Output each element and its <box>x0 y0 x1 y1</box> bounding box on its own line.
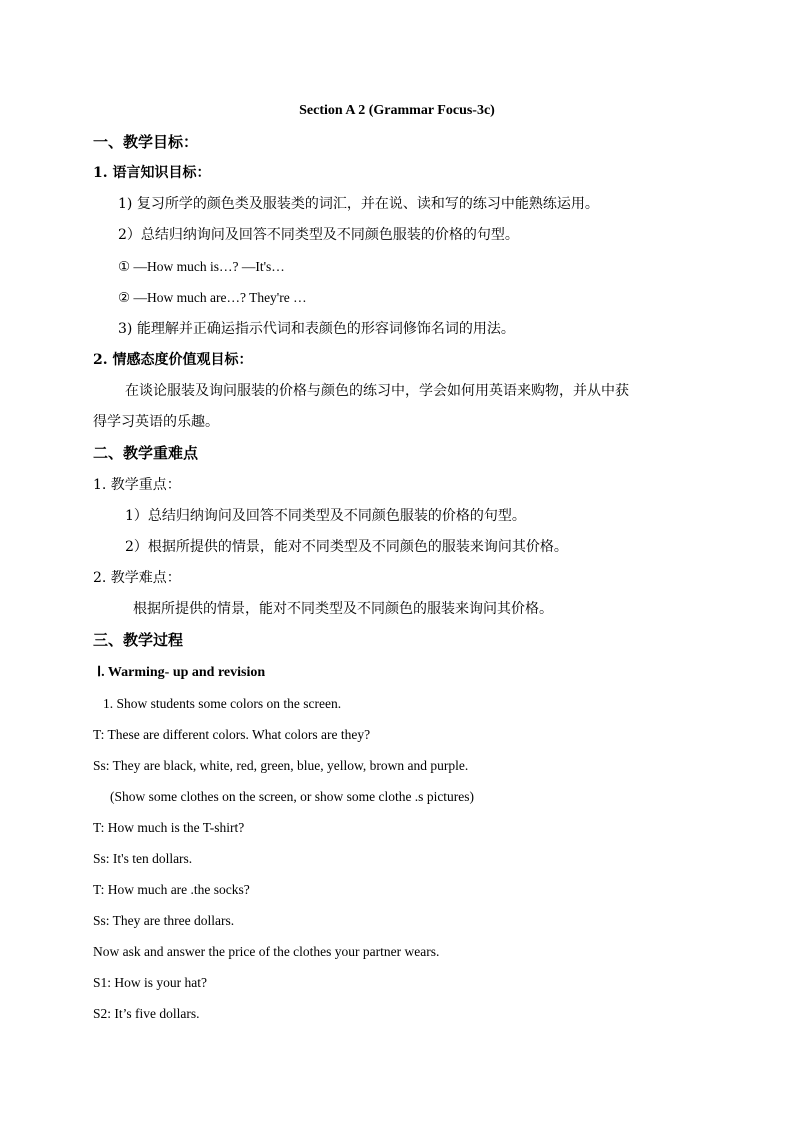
subheading-knowledge-goals: 1. 语言知识目标： <box>93 165 211 181</box>
paragraph-line: 2）总结归纳询问及回答不同类型及不同颜色服装的价格的句型。 <box>118 227 519 243</box>
heading-teaching-process: 三、教学过程 <box>93 631 184 649</box>
sentence-pattern: ① —How much is…? —It's… <box>118 259 285 274</box>
paragraph-line: 1）总结归纳询问及回答不同类型及不同颜色服装的价格的句型。 <box>125 508 526 524</box>
heading-key-points: 二、教学重难点 <box>93 444 199 462</box>
subheading-attitude-goals: 2. 情感态度价值观目标： <box>93 352 253 368</box>
dialogue-line: Now ask and answer the price of the clothes your partner wears. <box>93 944 440 959</box>
dialogue-line: T: How much is the T-shirt? <box>93 820 245 835</box>
step-heading: Ⅰ. Warming- up and revision <box>97 665 266 680</box>
paragraph-line: 得学习英语的乐趣。 <box>93 414 219 430</box>
paragraph-line: 1) 复习所学的颜色类及服装类的词汇，并在说、读和写的练习中能熟练运用。 <box>118 196 599 212</box>
dialogue-line: Ss: They are three dollars. <box>93 913 235 928</box>
dialogue-line: (Show some clothes on the screen, or show some clothe .s pictures) <box>110 789 475 804</box>
heading-teaching-goals: 一、教学目标： <box>93 133 199 151</box>
dialogue-line: 1. Show students some colors on the screen. <box>103 696 342 711</box>
paragraph-line: 根据所提供的情景，能对不同类型及不同颜色的服装来询问其价格。 <box>133 601 553 617</box>
paragraph-line: 在谈论服装及询问服装的价格与颜色的练习中，学会如何用英语来购物，并从中获 <box>125 383 629 399</box>
paragraph-line: 2）根据所提供的情景，能对不同类型及不同颜色的服装来询问其价格。 <box>125 539 568 555</box>
dialogue-line: Ss: It's ten dollars. <box>93 851 193 866</box>
dialogue-line: Ss: They are black, white, red, green, blue, yellow, brown and purple. <box>93 758 469 773</box>
dialogue-line: T: These are different colors. What colors are they? <box>93 727 371 742</box>
sentence-pattern: ② —How much are…? They're … <box>118 290 307 305</box>
document-title: Section A 2 (Grammar Focus-3c) <box>299 103 495 118</box>
subheading-difficult-point: 2. 教学难点： <box>93 570 181 586</box>
dialogue-line: T: How much are .the socks? <box>93 882 250 897</box>
subheading-key-point: 1. 教学重点： <box>93 477 181 493</box>
dialogue-line: S2: It’s five dollars. <box>93 1006 200 1021</box>
paragraph-line: 3) 能理解并正确运指示代词和表颜色的形容词修饰名词的用法。 <box>118 321 515 337</box>
dialogue-line: S1: How is your hat? <box>93 975 207 990</box>
